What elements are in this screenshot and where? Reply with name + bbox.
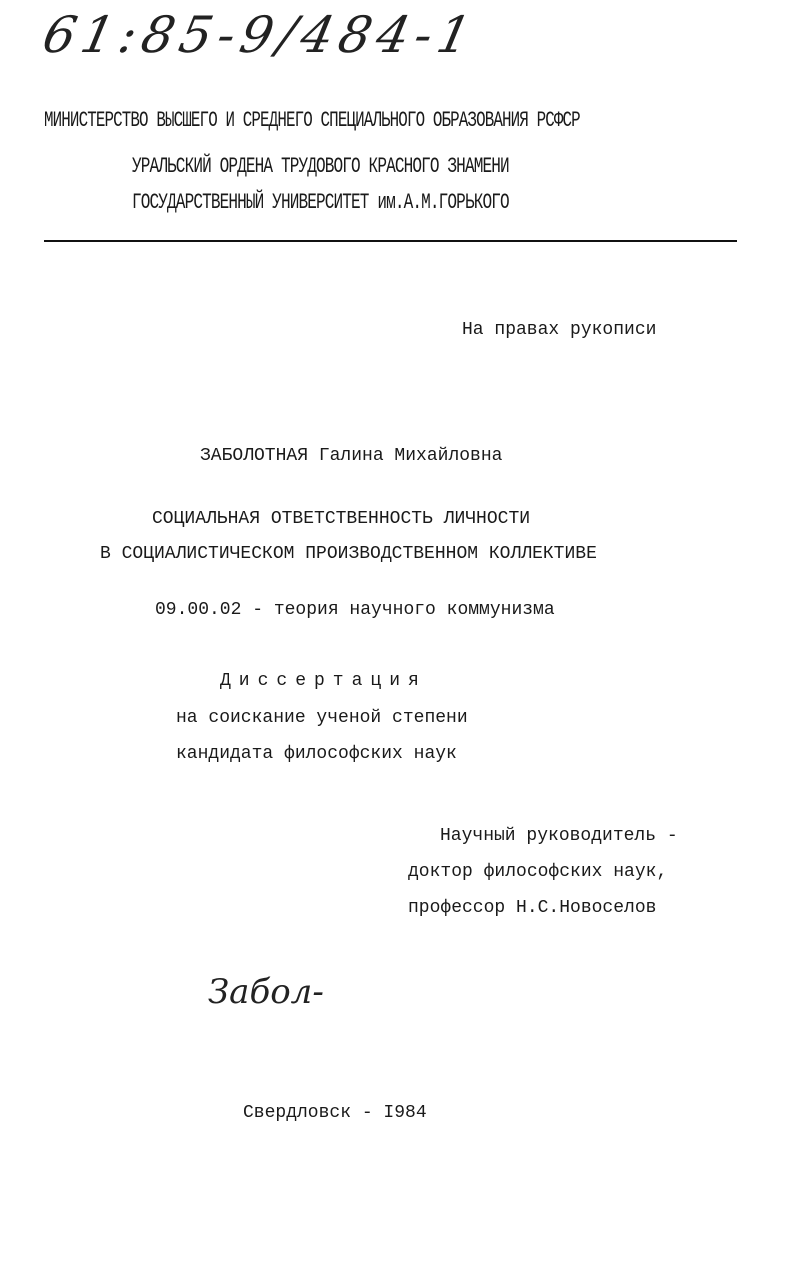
handwritten-signature: Забол-: [208, 972, 324, 1012]
supervisor-line3: профессор Н.С.Новоселов: [408, 898, 657, 918]
manuscript-rights-note: На правах рукописи: [462, 320, 657, 340]
degree-line2: кандидата философских наук: [176, 744, 457, 764]
handwritten-catalog-number: 61:85-9/484-1: [37, 6, 482, 64]
degree-line1: на соискание ученой степени: [176, 708, 468, 728]
supervisor-line2: доктор философских наук,: [408, 862, 668, 882]
dissertation-title-line1: СОЦИАЛЬНАЯ ОТВЕТСТВЕННОСТЬ ЛИЧНОСТИ: [152, 509, 531, 529]
ministry-heading: МИНИСТЕРСТВО ВЫСШЕГО И СРЕДНЕГО СПЕЦИАЛЬНОГО ОБРАЗОВАНИЯ РСФСР: [44, 108, 580, 133]
university-heading-line1: УРАЛЬСКИЙ ОРДЕНА ТРУДОВОГО КРАСНОГО ЗНАМЕНИ: [132, 154, 509, 179]
university-heading-line2: ГОСУДАРСТВЕННЫЙ УНИВЕРСИТЕТ им.А.М.ГОРЬКОГО: [132, 190, 509, 215]
dissertation-title-line2: В СОЦИАЛИСТИЧЕСКОМ ПРОИЗВОДСТВЕННОМ КОЛЛЕКТИВЕ: [100, 544, 597, 564]
header-divider: [44, 240, 737, 242]
dissertation-label: Диссертация: [220, 671, 427, 691]
author-name: ЗАБОЛОТНАЯ Галина Михайловна: [200, 446, 503, 466]
supervisor-line1: Научный руководитель -: [440, 826, 678, 846]
specialty-code: 09.00.02 - теория научного коммунизма: [155, 600, 555, 620]
place-and-year: Свердловск - I984: [243, 1103, 427, 1123]
